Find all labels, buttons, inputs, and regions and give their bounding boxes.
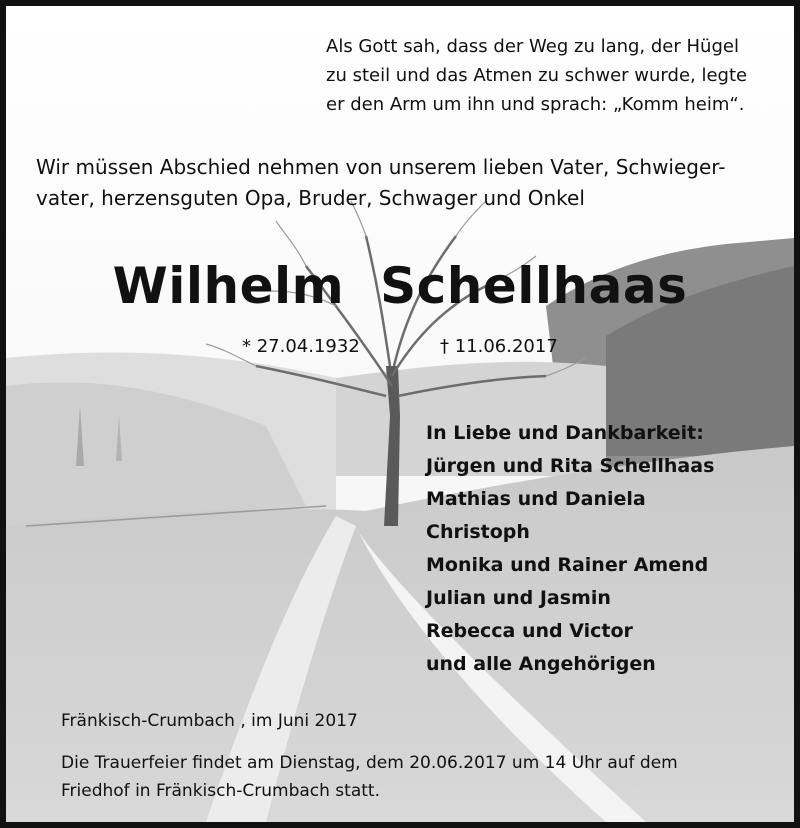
mourner-entry: Monika und Rainer Amend: [426, 554, 709, 576]
mourner-entry: und alle Angehörigen: [426, 653, 656, 675]
mourner-entry: Rebecca und Victor: [426, 620, 633, 642]
farewell-intro: [36, 152, 776, 214]
mourner-entry: Mathias und Daniela: [426, 488, 646, 510]
intro-line: Wir müssen Abschied nehmen von unserem lieben Vater, Schwieger-: [36, 155, 726, 179]
poem-line: Als Gott sah, dass der Weg zu lang, der Hügel: [326, 36, 739, 57]
mourner-entry: Julian und Jasmin: [426, 587, 611, 609]
poem-line: zu steil und das Atmen zu schwer wurde, legte: [326, 65, 748, 86]
mourners-list: [426, 417, 786, 681]
mourners-heading: In Liebe und Dankbarkeit:: [426, 422, 704, 444]
mourner-entry: Jürgen und Rita Schellhaas: [426, 455, 715, 477]
death-date: † 11.06.2017: [440, 336, 558, 357]
mourner-entry: Christoph: [426, 521, 530, 543]
birth-date: * 27.04.1932: [242, 336, 360, 357]
background-landscape-image: [6, 6, 794, 822]
deceased-name: Wilhelm Schellhaas: [112, 257, 688, 315]
funeral-info: [61, 749, 781, 805]
funeral-line: Die Trauerfeier findet am Dienstag, dem 20.06.2017 um 14 Uhr auf dem: [61, 753, 678, 773]
place-and-date: Fränkisch-Crumbach , im Juni 2017: [61, 711, 358, 731]
poem-verse: [326, 32, 766, 119]
funeral-line: Friedhof in Fränkisch-Crumbach statt.: [61, 781, 380, 801]
poem-line: er den Arm um ihn und sprach: „Komm heim“.: [326, 94, 745, 115]
intro-line: vater, herzensguten Opa, Bruder, Schwager und Onkel: [36, 186, 585, 210]
